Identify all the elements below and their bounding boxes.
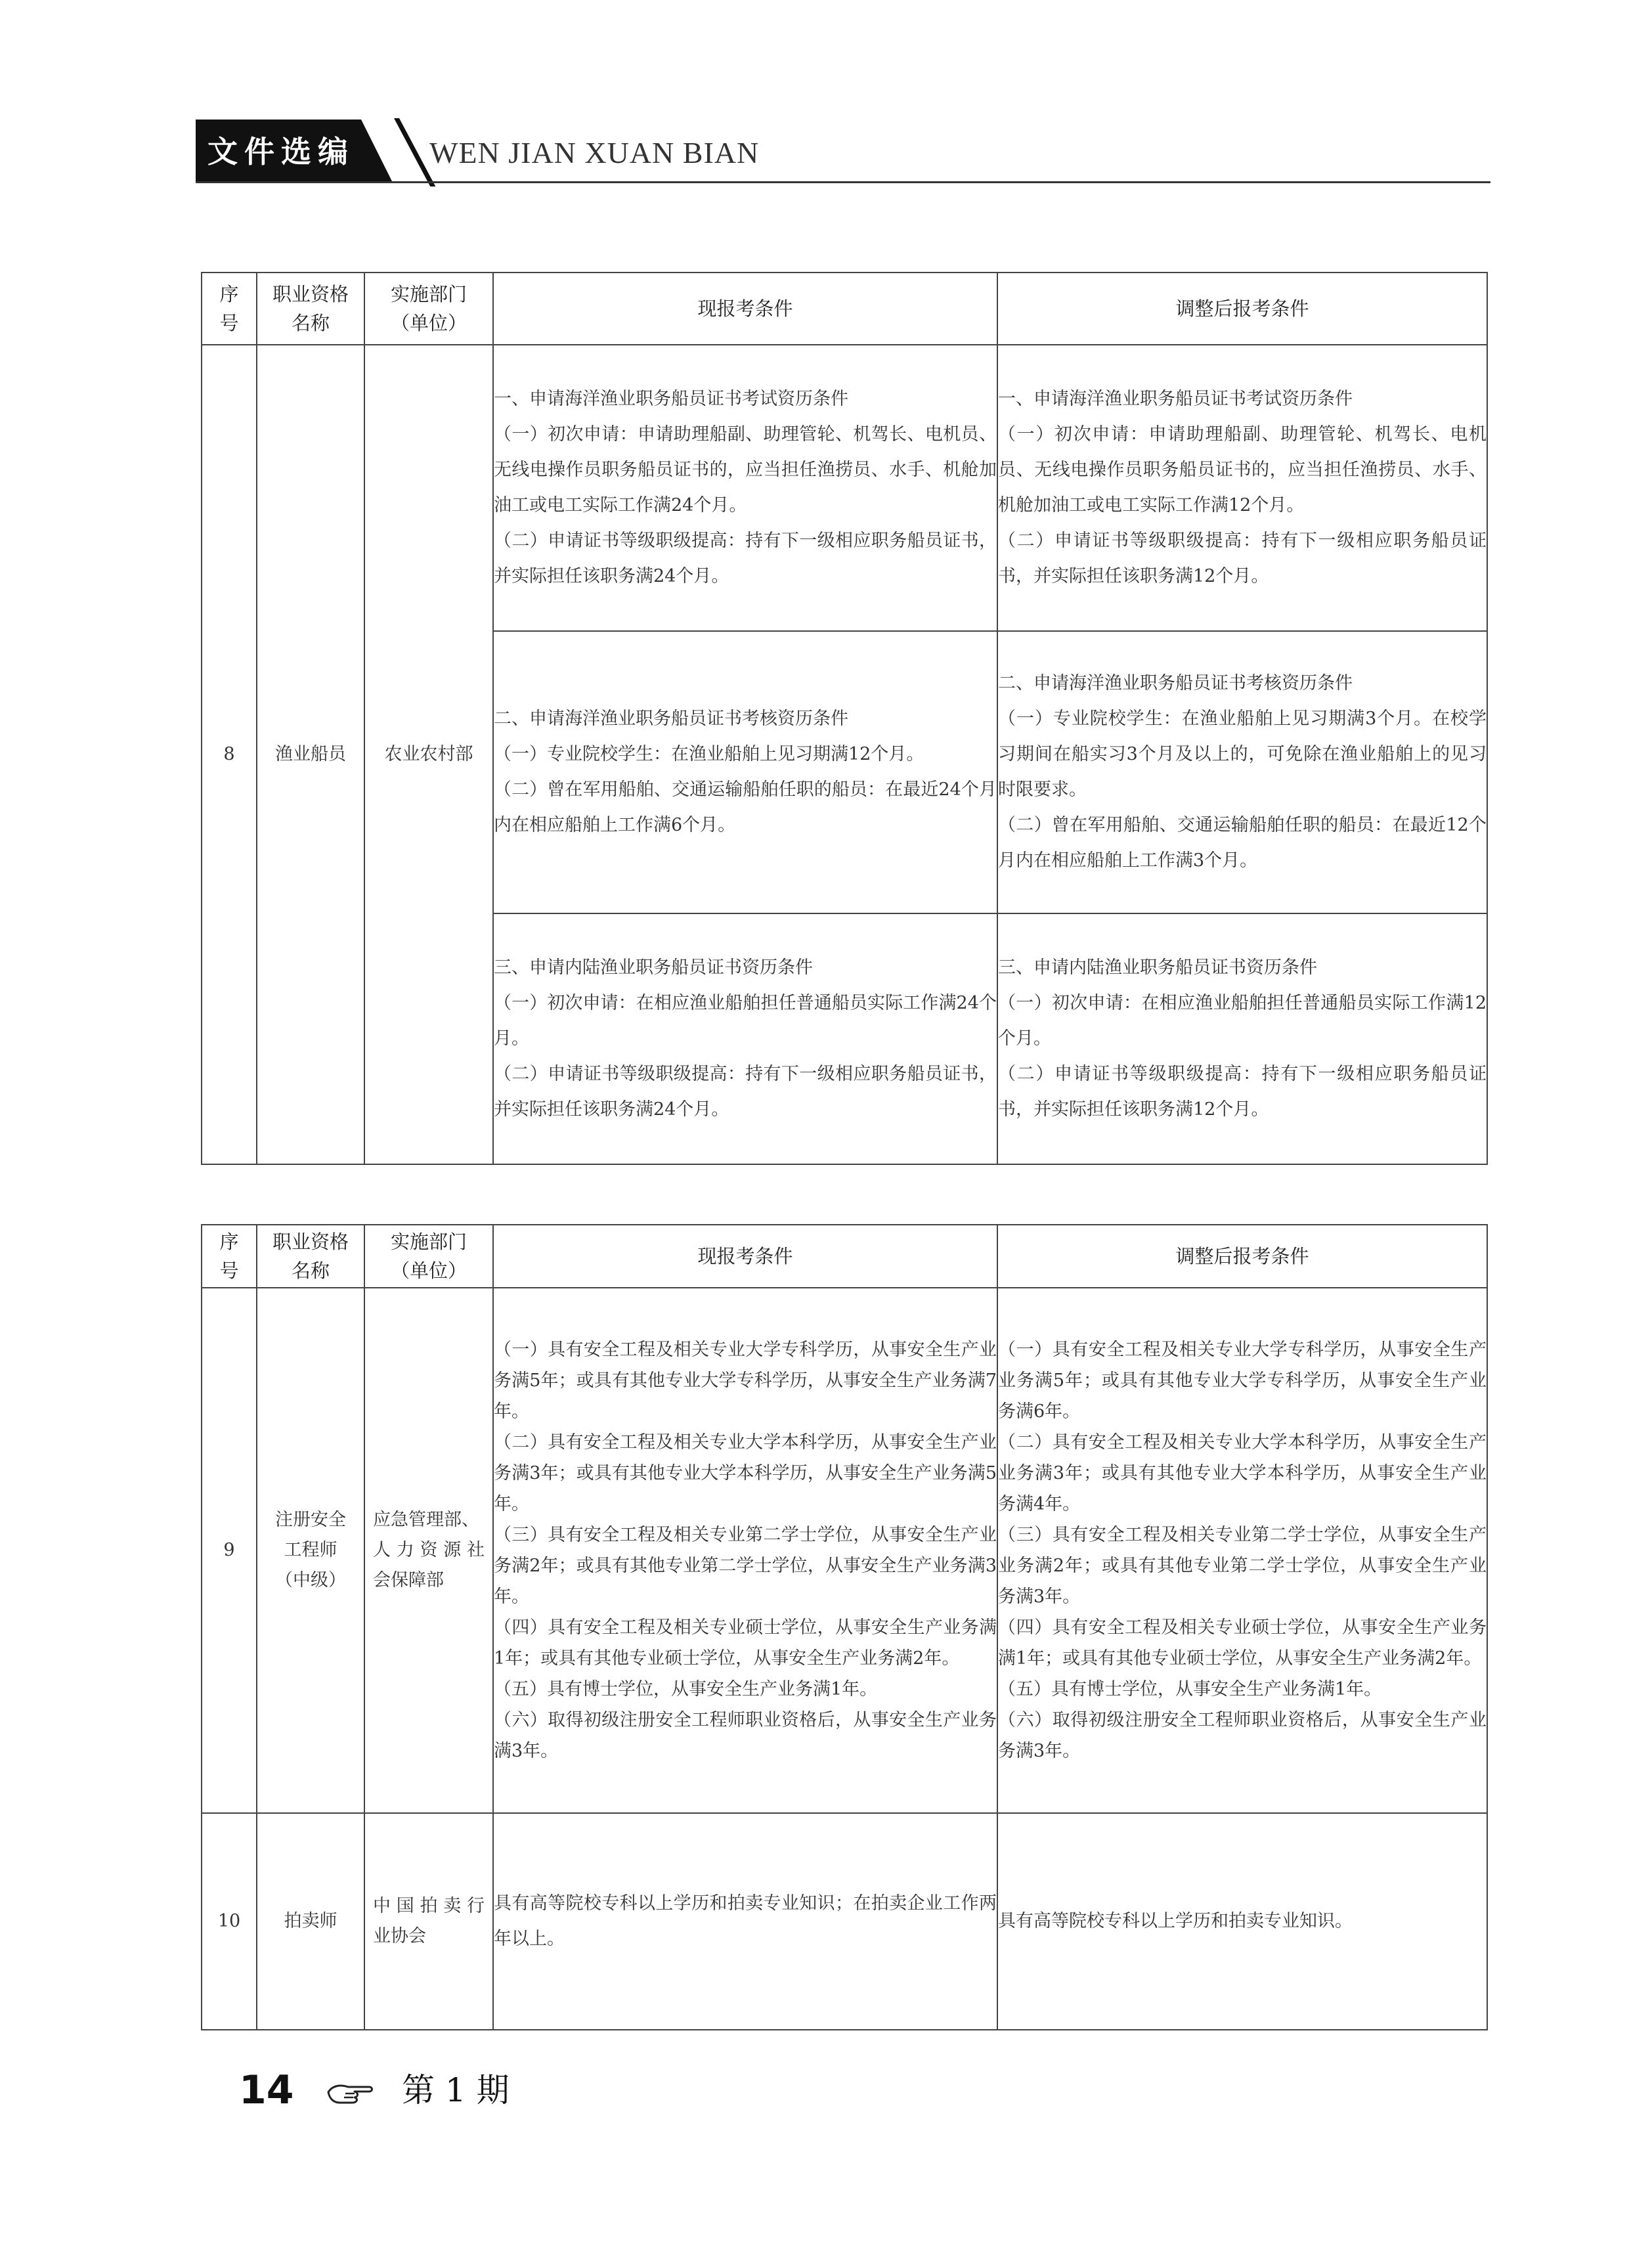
header-seq: 序 号 <box>202 1225 257 1288</box>
table-header-row <box>202 273 1487 345</box>
header-adjusted: 调整后报考条件 <box>997 1225 1487 1288</box>
current-cell: 具有高等院校专科以上学历和拍卖专业知识；在拍卖企业工作两年以上。 <box>493 1813 997 2030</box>
header-seq: 序 号 <box>202 273 257 345</box>
dept-cell: 农业农村部 <box>364 345 493 1164</box>
header-name: 职业资格 名称 <box>257 273 364 345</box>
table-row <box>202 1813 1487 2030</box>
adjusted-cell: 二、申请海洋渔业职务船员证书考核资历条件 （一）专业院校学生：在渔业船舶上见习期满3个月。在校学习期间在船实习3个月及以上的，可免除在渔业船舶上的见习时限要求。 （二）曾在军用船舶、交通运输船舶任职的船员：在最近12个月内在相应船舶上工作满3个月。 <box>997 631 1487 913</box>
table-safety-auction <box>201 1224 1488 2030</box>
seq-cell: 8 <box>202 345 257 1164</box>
adjusted-cell: 一、申请海洋渔业职务船员证书考试资历条件 （一）初次申请：申请助理船副、助理管轮、机驾长、电机员、无线电操作员职务船员证书的，应当担任渔捞员、水手、机舱加油工或电工实际工作满12个月。 （二）申请证书等级职级提高：持有下一级相应职务船员证书，并实际担任该职务满12个月。 <box>997 345 1487 631</box>
name-cell: 渔业船员 <box>257 345 364 1164</box>
current-cell: （一）具有安全工程及相关专业大学专科学历，从事安全生产业务满5年；或具有其他专业大学专科学历，从事安全生产业务满7年。 （二）具有安全工程及相关专业大学本科学历，从事安全生产业务满3年；或具有其他专业大学本科学历，从事安全生产业务满5年。 （三）具有安全工程及相关专业第二学士学位，从事安全生产业务满2年；或具有其他专业第二学士学位，从事安全生产业务满3年。 （四）具有安全工程及相关专业硕士学位，从事安全生产业务满1年；或具有其他专业硕士学位，从事安全生产业务满2年。 （五）具有博士学位，从事安全生产业务满1年。 （六）取得初级注册安全工程师职业资格后，从事安全生产业务满3年。 <box>493 1288 997 1813</box>
table-header-row <box>202 1225 1487 1288</box>
table-row <box>202 345 1487 631</box>
adjusted-cell: 三、申请内陆渔业职务船员证书资历条件 （一）初次申请：在相应渔业船舶担任普通船员实际工作满12个月。 （二）申请证书等级职级提高：持有下一级相应职务船员证书，并实际担任该职务满12个月。 <box>997 913 1487 1164</box>
section-title-en: WEN JIAN XUAN BIAN <box>429 136 760 169</box>
current-cell: 一、申请海洋渔业职务船员证书考试资历条件 （一）初次申请：申请助理船副、助理管轮、机驾长、电机员、无线电操作员职务船员证书的，应当担任渔捞员、水手、机舱加油工或电工实际工作满24个月。 （二）申请证书等级职级提高：持有下一级相应职务船员证书，并实际担任该职务满24个月。 <box>493 345 997 631</box>
current-cell: 二、申请海洋渔业职务船员证书考核资历条件 （一）专业院校学生：在渔业船舶上见习期满12个月。 （二）曾在军用船舶、交通运输船舶任职的船员：在最近24个月内在相应船舶上工作满6个月。 <box>493 631 997 913</box>
header-dept: 实施部门 （单位） <box>364 273 493 345</box>
dept-cell: 中国拍卖行 业协会 <box>364 1813 493 2030</box>
seq-cell: 10 <box>202 1813 257 2030</box>
pointing-hand-icon <box>326 2079 377 2105</box>
dept-cell: 应急管理部、 人力资源社 会保障部 <box>364 1288 493 1813</box>
name-cell: 注册安全 工程师 （中级） <box>257 1288 364 1813</box>
header-dept: 实施部门 （单位） <box>364 1225 493 1288</box>
header-current: 现报考条件 <box>493 273 997 345</box>
name-cell: 拍卖师 <box>257 1813 364 2030</box>
seq-cell: 9 <box>202 1288 257 1813</box>
header-current: 现报考条件 <box>493 1225 997 1288</box>
page-number: 14 <box>239 2067 294 2113</box>
table-fishing-crew <box>201 272 1488 1165</box>
header-adjusted: 调整后报考条件 <box>997 273 1487 345</box>
current-cell: 三、申请内陆渔业职务船员证书资历条件 （一）初次申请：在相应渔业船舶担任普通船员实际工作满24个月。 （二）申请证书等级职级提高：持有下一级相应职务船员证书，并实际担任该职务满24个月。 <box>493 913 997 1164</box>
adjusted-cell: （一）具有安全工程及相关专业大学专科学历，从事安全生产业务满5年；或具有其他专业大学专科学历，从事安全生产业务满6年。 （二）具有安全工程及相关专业大学本科学历，从事安全生产业务满3年；或具有其他专业大学本科学历，从事安全生产业务满4年。 （三）具有安全工程及相关专业第二学士学位，从事安全生产业务满2年；或具有其他专业第二学士学位，从事安全生产业务满3年。 （四）具有安全工程及相关专业硕士学位，从事安全生产业务满1年；或具有其他专业硕士学位，从事安全生产业务满2年。 （五）具有博士学位，从事安全生产业务满1年。 （六）取得初级注册安全工程师职业资格后，从事安全生产业务满3年。 <box>997 1288 1487 1813</box>
section-title-cn: 文件选编 <box>207 134 355 169</box>
issue-label: 第 1 期 <box>402 2071 510 2109</box>
adjusted-cell: 具有高等院校专科以上学历和拍卖专业知识。 <box>997 1813 1487 2030</box>
header-name: 职业资格 名称 <box>257 1225 364 1288</box>
table-row <box>202 1288 1487 1813</box>
header-rule <box>196 181 1490 183</box>
